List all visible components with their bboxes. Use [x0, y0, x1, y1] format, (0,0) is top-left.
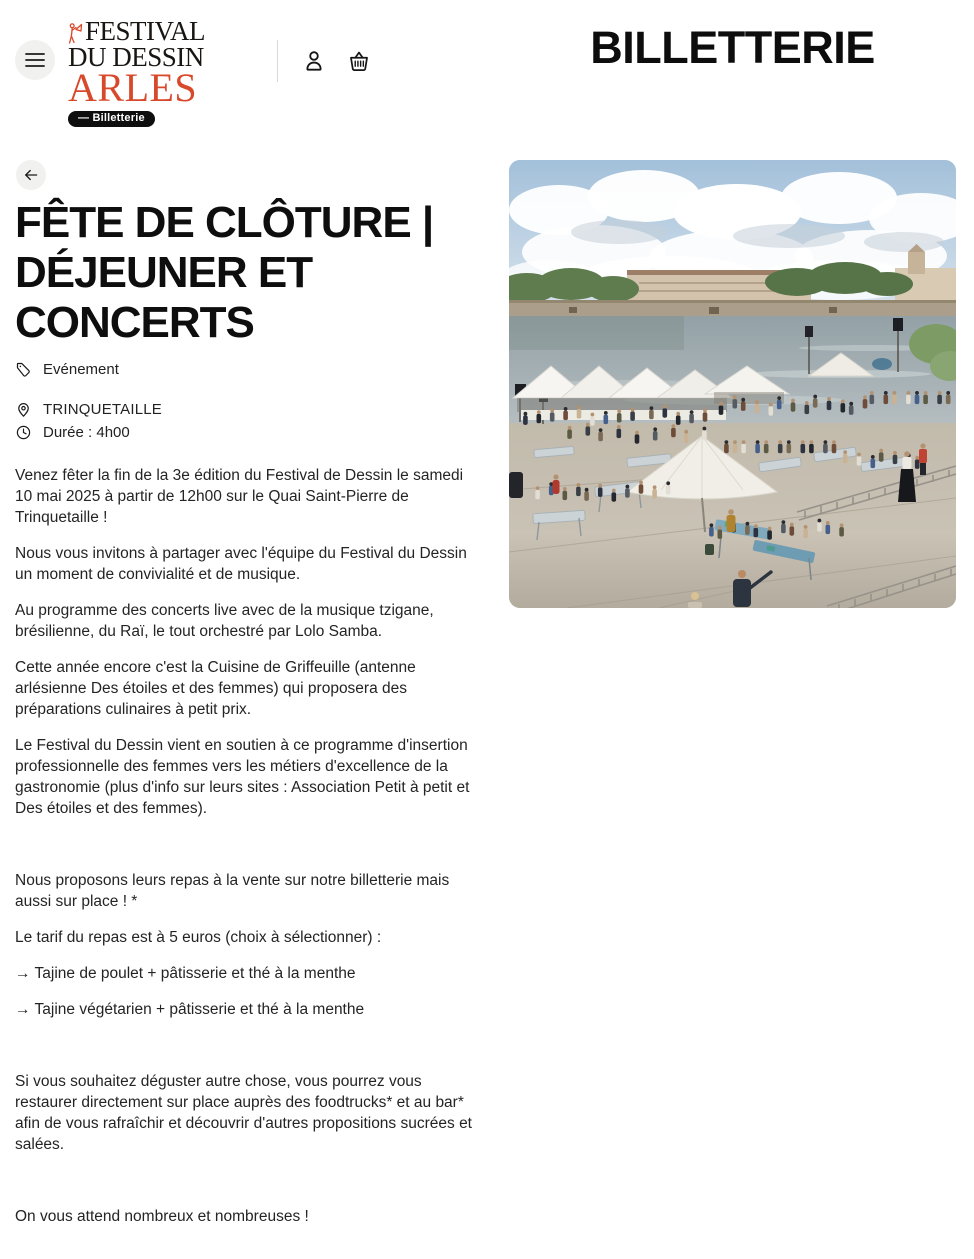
paragraph: Si vous souhaitez déguster autre chose, vous pourrez vous restaurer directement sur place auprès des foodtrucks* et au bar* afin de vous rafraîchir et découvrir d'autres propositions sucrées et salées.	[15, 1073, 472, 1153]
paragraph: Nous vous invitons à partager avec l'équipe du Festival du Dessin un moment de convivialité et de musique.	[15, 545, 467, 583]
paragraph-spacer	[15, 1170, 477, 1191]
page-title: BILLETTERIE	[590, 22, 875, 73]
event-category	[15, 361, 477, 378]
paragraph: Nous proposons leurs repas à la vente sur notre billetterie mais aussi sur place ! *	[15, 872, 450, 910]
event-category-label: Evénement	[43, 361, 119, 378]
logo-line3: ARLES	[68, 65, 198, 110]
billetterie-badge: — Billetterie	[68, 111, 155, 127]
logo-line1: FESTIVAL	[85, 16, 206, 46]
clock-icon	[15, 424, 32, 441]
paragraph: Le Festival du Dessin vient en soutien à ce programme d'insertion professionnelle des femmes vers les métiers d'excellence de la gastronomie (plus d'info sur leurs sites : Association Petit à petit et Des étoiles et des femmes).	[15, 737, 470, 817]
event-title: FÊTE DE CLÔTURE | DÉJEUNER ET CONCERTS	[15, 198, 434, 347]
event-duration-label: Durée : 4h00	[43, 424, 130, 441]
event-description	[15, 465, 477, 1227]
paragraph: Au programme des concerts live avec de la musique tzigane, brésilienne, du Raï, le tout orchestré par Lolo Samba.	[15, 602, 434, 640]
logo-line2: DU DESSIN	[68, 42, 204, 72]
event-details	[15, 160, 477, 1242]
paragraph: On vous attend nombreux et nombreuses !	[15, 1208, 309, 1225]
back-button[interactable]	[16, 160, 46, 190]
event-location	[15, 401, 477, 418]
paragraph: → Tajine végétarien + pâtisserie et thé à la menthe	[15, 1001, 365, 1018]
back-arrow-icon	[22, 166, 40, 184]
paragraph: → Tajine de poulet + pâtisserie et thé à la menthe	[15, 965, 356, 982]
header-divider	[277, 40, 278, 82]
event-location-label: TRINQUETAILLE	[43, 401, 163, 418]
paragraph: Cette année encore c'est la Cuisine de Griffeuille (antenne arlésienne Des étoiles et des femmes) qui proposera des préparations culinaires à petit prix.	[15, 659, 416, 718]
event-duration	[15, 424, 477, 441]
paragraph: Le tarif du repas est à 5 euros (choix à sélectionner) :	[15, 929, 382, 946]
tag-icon	[15, 361, 32, 378]
paragraph: Venez fêter la fin de la 3e édition du Festival de Dessin le samedi 10 mai 2025 à partir de 12h00 sur le Quai Saint-Pierre de Trinquetaille !	[15, 467, 464, 526]
account-icon	[301, 48, 327, 74]
account-button[interactable]	[300, 47, 328, 75]
paragraph-spacer	[15, 834, 477, 855]
basket-button[interactable]	[345, 47, 373, 75]
festival-logo[interactable]	[68, 16, 206, 127]
paragraph-spacer	[15, 1035, 477, 1056]
hamburger-menu-button[interactable]	[15, 40, 55, 80]
map-pin-icon	[15, 401, 32, 418]
hamburger-menu-icon	[25, 52, 45, 68]
event-photo	[509, 160, 956, 608]
basket-icon	[346, 48, 372, 74]
